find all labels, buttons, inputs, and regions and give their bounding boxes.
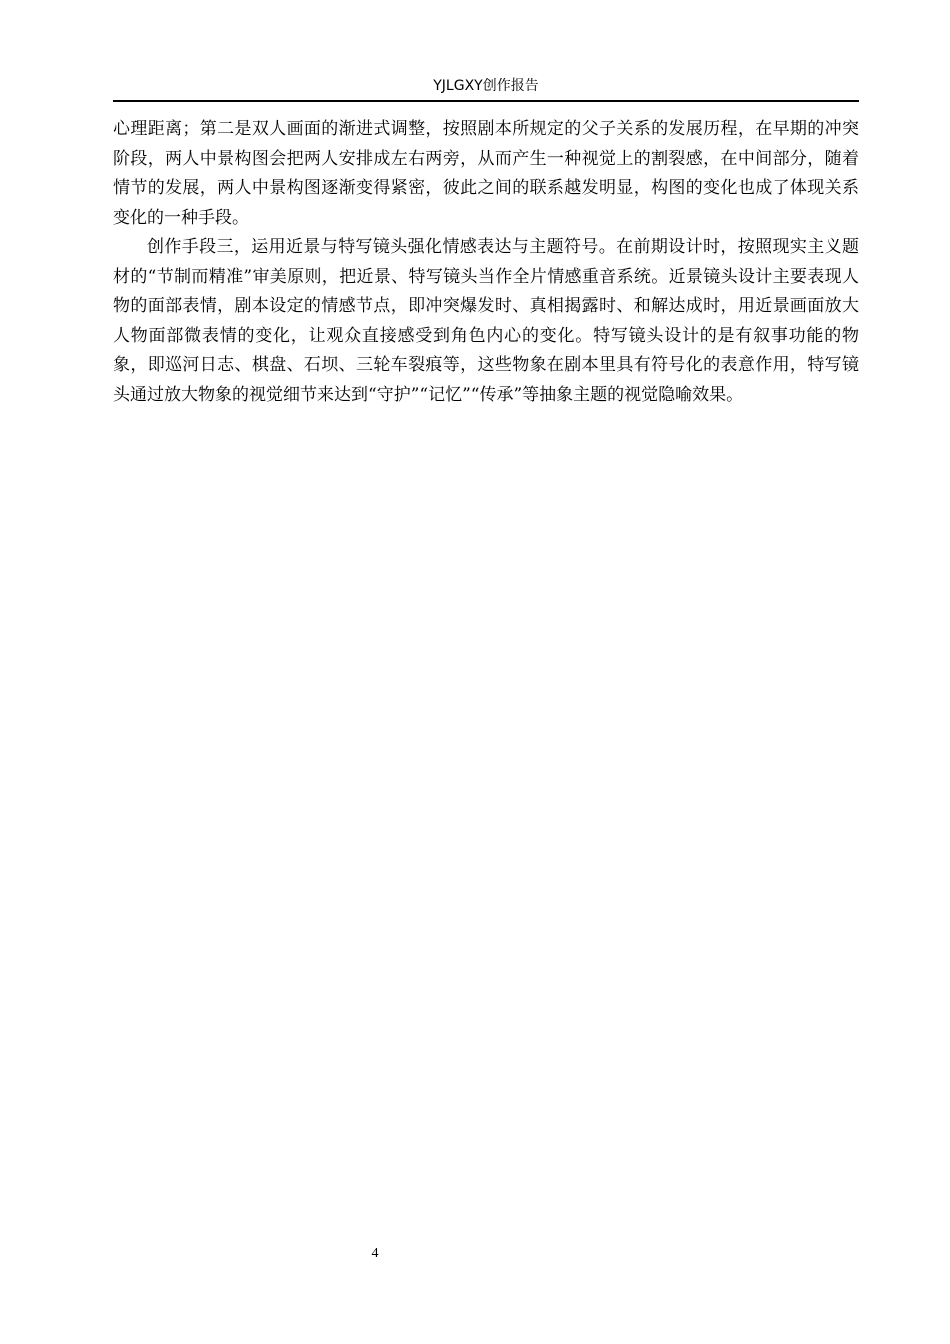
paragraph-continuation: 心理距离；第二是双人画面的渐进式调整，按照剧本所规定的父子关系的发展历程，在早期的冲突阶段，两人中景构图会把两人安排成左右两旁，从而产生一种视觉上的割裂感，在中间部分，随着情节的发展，两人中景构图逐渐变得紧密，彼此之间的联系越发明显，构图的变化也成了体现关系变化的一种手段。: [113, 119, 859, 228]
header-rule: [113, 100, 859, 102]
running-header: YJLGXY创作报告: [433, 78, 539, 94]
page-number: 4: [371, 1246, 379, 1261]
paragraph-technique-three: 创作手段三，运用近景与特写镜头强化情感表达与主题符号。在前期设计时，按照现实主义题材的“节制而精准”审美原则，把近景、特写镜头当作全片情感重音系统。近景镜头设计主要表现人物的面部表情，剧本设定的情感节点，即冲突爆发时、真相揭露时、和解达成时，用近景画面放大人物面部微表情的变化，让观众直接感受到角色内心的变化。特写镜头设计的是有叙事功能的物象，即巡河日志、棋盘、石坝、三轮车裂痕等，这些物象在剧本里具有符号化的表意作用，特写镜头通过放大物象的视觉细节来达到“守护”“记忆”“传承”等抽象主题的视觉隐喻效果。: [113, 237, 859, 405]
body-text: [113, 115, 859, 410]
